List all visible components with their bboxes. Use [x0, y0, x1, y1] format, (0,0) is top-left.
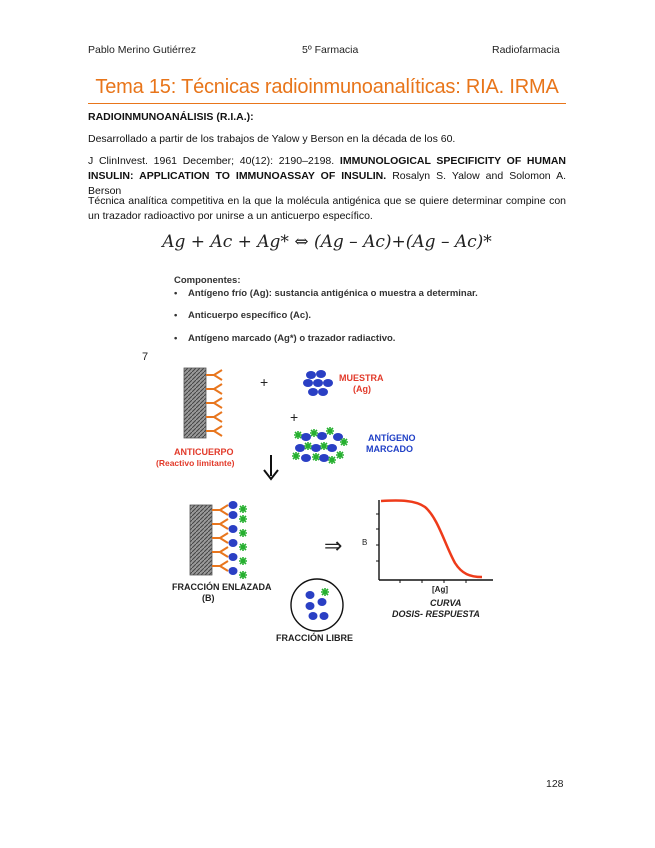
- components-heading: Componentes:: [174, 275, 241, 286]
- component-item-3: • Antígeno marcado (Ag*) o trazador radiactivo.: [174, 333, 396, 344]
- header-course: 5º Farmacia: [302, 44, 359, 56]
- curve-line: [381, 501, 482, 577]
- reference-authors: Rosalyn S. Yalow and Solomon A. Berson: [88, 170, 566, 197]
- implies-arrow-icon: ⇒: [324, 533, 343, 558]
- description-paragraph: Técnica analítica competitiva en la que la molécula antigénica que se quiere determinar compine con un trazador radioactivo por unirse a un anticuerpo específico.: [88, 195, 566, 222]
- dose-response-curve: [362, 500, 493, 619]
- anticuerpo-label: ANTICUERPO: [174, 447, 234, 457]
- plus-sign-1: +: [260, 374, 269, 390]
- component-item-1: • Antígeno frío (Ag): sustancia antigénica o muestra a determinar.: [174, 288, 478, 299]
- reference-title: IMMUNOLOGICAL SPECIFICITY OF HUMAN INSULIN: APPLICATION TO IMMUNOASSAY OF INSULIN.: [88, 155, 567, 182]
- antigeno-marcado-label: ANTÍGENO: [368, 433, 416, 443]
- component-item-2: • Anticuerpo específico (Ac).: [174, 310, 311, 321]
- antibody-support-icon: [184, 368, 222, 438]
- curve-x-label: [Ag]: [432, 585, 448, 594]
- page-title: Tema 15: Técnicas radioinmunoanalíticas: RIA. IRMA: [95, 76, 559, 98]
- curve-y-label: B: [362, 538, 368, 547]
- muestra-cluster-icon: [303, 370, 333, 396]
- header-author: Pablo Merino Gutiérrez: [88, 44, 196, 56]
- diagram-mark: 7: [142, 351, 149, 363]
- arrow-down-icon: [264, 455, 278, 479]
- bullet-icon: •: [174, 288, 178, 299]
- reference-citation: J ClinInvest. 1961 December; 40(12): 2190–2198.: [88, 155, 335, 167]
- bullet-icon: •: [174, 333, 178, 344]
- page-number: 128: [546, 778, 564, 790]
- equation: Ag + Ac + Ag* ⇔ (Ag – Ac)+(Ag – Ac)*: [162, 232, 492, 252]
- curve-caption-sub: DOSIS- RESPUESTA: [392, 609, 480, 619]
- plus-sign-2: +: [290, 409, 299, 425]
- intro-paragraph: Desarrollado a partir de los trabajos de Yalow y Berson en la década de los 60.: [88, 133, 456, 145]
- anticuerpo-sublabel: (Reactivo limitante): [156, 458, 235, 468]
- muestra-sublabel: (Ag): [353, 384, 371, 394]
- fraccion-enlazada-label: FRACCIÓN ENLAZADA: [172, 582, 272, 592]
- fraccion-enlazada-sublabel: (B): [202, 593, 215, 603]
- free-fraction-icon: [291, 579, 343, 631]
- fraccion-libre-label: FRACCIÓN LIBRE: [276, 633, 353, 643]
- section-heading: RADIOINMUNOANÁLISIS (R.I.A.):: [88, 111, 254, 123]
- antigeno-marcado-sublabel: MARCADO: [366, 444, 413, 454]
- header-subject: Radiofarmacia: [492, 44, 560, 56]
- curve-caption: CURVA: [430, 598, 462, 608]
- bullet-icon: •: [174, 310, 178, 321]
- muestra-label: MUESTRA: [339, 373, 384, 383]
- bound-fraction-icon: [190, 501, 247, 579]
- antigeno-marcado-cluster-icon: [292, 427, 348, 464]
